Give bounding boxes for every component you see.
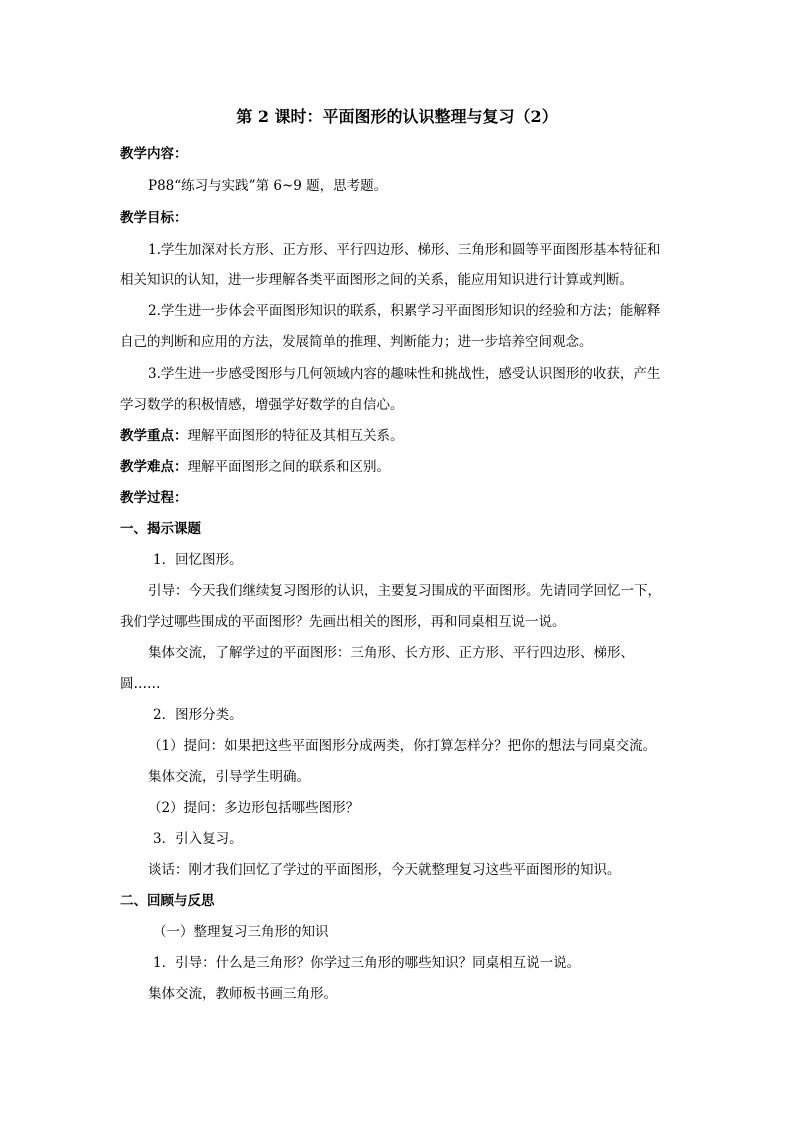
section-2-heading: 二、回顾与反思 [120, 893, 215, 909]
section-1-heading: 一、揭示课题 [120, 521, 201, 537]
section-1-talk: 谈话：刚才我们回忆了学过的平面图形，今天就整理复习这些平面图形的知识。 [148, 862, 621, 878]
goal-2-line-1: 2.学生进一步体会平面图形知识的联系，积累学习平面图形知识的经验和方法；能解释 [148, 303, 661, 319]
section-2-subheading: （一）整理复习三角形的知识 [153, 924, 329, 940]
section-1-guide-line-1: 引导：今天我们继续复习图形的认识，主要复习围成的平面图形。先请同学回忆一下， [148, 583, 661, 599]
content-heading: 教学内容： [120, 146, 188, 162]
difficult-point [120, 457, 390, 477]
section-1-exchange-2: 集体交流，引导学生明确。 [148, 769, 310, 785]
section-1-item-2: 2．图形分类。 [153, 707, 243, 723]
page-title: 第 2 课时：平面图形的认识整理与复习（2） [236, 107, 558, 126]
process-heading: 教学过程： [120, 490, 188, 506]
difficult-point-label: 教学难点： [120, 459, 188, 475]
section-1-exchange-line-2: 圆…… [120, 676, 161, 692]
goal-2-line-2: 自己的判断和应用的方法，发展简单的推理、判断能力；进一步培养空间观念。 [120, 334, 593, 350]
key-point-text: 理解平面图形的特征及其相互关系。 [187, 428, 404, 444]
content-text: P88“练习与实践”第 6~9 题，思考题。 [148, 178, 388, 194]
goals-heading: 教学目标： [120, 210, 188, 226]
section-1-question-1: （1）提问：如果把这些平面图形分成两类，你打算怎样分？把你的想法与同桌交流。 [148, 738, 657, 754]
goal-1-line-1: 1.学生加深对长方形、正方形、平行四边形、梯形、三角形和圆等平面图形基本特征和 [148, 242, 661, 258]
section-2-exchange: 集体交流，教师板书画三角形。 [148, 986, 337, 1002]
goal-1-line-2: 相关知识的认知，进一步理解各类平面图形之间的关系，能应用知识进行计算或判断。 [120, 272, 633, 288]
section-1-question-2: （2）提问：多边形包括哪些图形？ [148, 800, 360, 816]
key-point-label: 教学重点： [120, 428, 188, 444]
section-2-item-1: 1．引导：什么是三角形？你学过三角形的哪些知识？同桌相互说一说。 [153, 955, 581, 971]
section-1-guide-line-2: 我们学过哪些围成的平面图形？先画出相关的图形，再和同桌相互说一说。 [120, 614, 566, 630]
section-1-item-3: 3．引入复习。 [153, 831, 243, 847]
difficult-point-text: 理解平面图形之间的联系和区别。 [187, 459, 390, 475]
section-1-item-1: 1．回忆图形。 [153, 552, 243, 568]
section-1-exchange-line-1: 集体交流，了解学过的平面图形：三角形、长方形、正方形、平行四边形、梯形、 [148, 645, 634, 661]
key-point [120, 426, 404, 446]
goal-3-line-1: 3.学生进一步感受图形与几何领域内容的趣味性和挑战性，感受认识图形的收获，产生 [148, 366, 661, 382]
goal-3-line-2: 学习数学的积极情感，增强学好数学的自信心。 [120, 397, 404, 413]
